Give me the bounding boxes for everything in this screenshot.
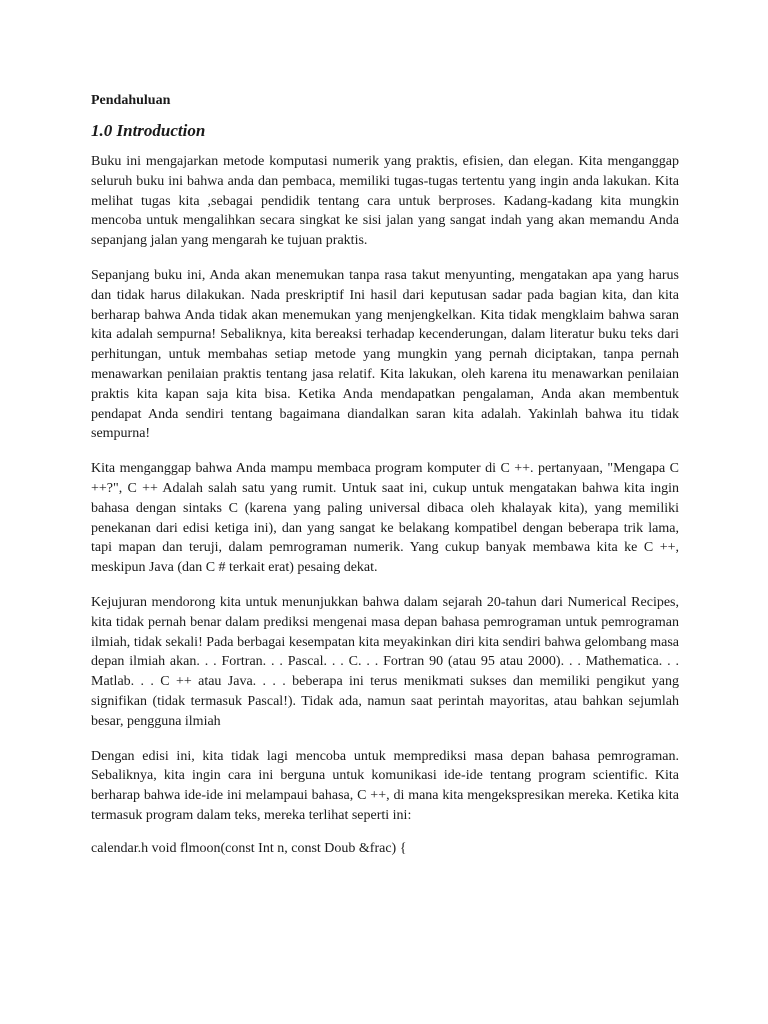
- paragraph: Buku ini mengajarkan metode komputasi numerik yang praktis, efisien, dan elegan. Kita menganggap seluruh buku ini bahwa anda dan pembaca, memiliki tugas-tugas tertentu yang ingin anda lakukan. Kita melihat tugas kita ,sebagai pendidik tentang cara untuk berproses. Kadang-kadang kita mungkin mencoba untuk mengalihkan secara singkat ke sisi jalan yang sangat indah yang akan memandu Anda sepanjang jalan yang mengarah ke tujuan praktis.: [91, 154, 679, 249]
- paragraph: Kejujuran mendorong kita untuk menunjukkan bahwa dalam sejarah 20-tahun dari Numerical Recipes, kita tidak pernah benar dalam prediksi mengenai masa depan bahasa pemrograman untuk pemrograman ilmiah, tidak sekali! Pada berbagai kesempatan kita meyakinkan diri kita sendiri bahwa gelombang masa depan ilmiah akan. . . Fortran. . . Pascal. . . C. . . Fortran 90 (atau 95 atau 2000). . . Mathematica. . . Matlab. . . C ++ atau Java. . . . beberapa ini terus menikmati sukses dan memiliki pengikut yang signifikan (tidak termasuk Pascal!). Tidak ada, namun saat perintah mayoritas, atau bahkan sejumlah besar, pengguna ilmiah: [91, 594, 679, 729]
- paragraph: Dengan edisi ini, kita tidak lagi mencoba untuk memprediksi masa depan bahasa pemrograman. Sebaliknya, kita ingin cara ini berguna untuk komunikasi ide-ide tentang program scientific. Kita berharap bahwa ide-ide ini melampaui bahasa, C ++, di mana kita mengekspresikan mereka. Ketika kita termasuk program dalam teks, mereka terlihat seperti ini:: [91, 748, 679, 823]
- paragraph: Sepanjang buku ini, Anda akan menemukan tanpa rasa takut menyunting, mengatakan apa yang harus dan tidak harus dilakukan. Nada preskriptif Ini hasil dari keputusan sadar pada bagian kita, dan kita berharap bahwa Anda tidak akan menemukan yang menjengkelkan. Kita tidak mengklaim bahwa saran kita adalah sempurna! Sebaliknya, kita bereaksi terhadap kecenderungan, dalam literatur buku teks dari perhitungan, untuk membahas setiap metode yang mungkin yang pernah diciptakan, tanpa pernah menawarkan penilaian praktis tentang jasa relatif. Kita lakukan, oleh karena itu menawarkan penilaian praktis kita kapan saja kita bisa. Ketika Anda mendapatkan pengalaman, Anda akan membentuk pendapat Anda sendiri tentang bagaimana diandalkan saran kita adalah. Yakinlah bahwa itu tidak sempurna!: [91, 267, 679, 442]
- section-label: Pendahuluan: [91, 93, 171, 108]
- code-line: calendar.h void flmoon(const Int n, const Doub &frac) {: [91, 840, 407, 856]
- document-page: [91, 92, 679, 859]
- page-title: 1.0 Introduction: [91, 121, 206, 140]
- paragraph: Kita menganggap bahwa Anda mampu membaca program komputer di C ++. pertanyaan, "Mengapa C ++?", C ++ Adalah salah satu yang rumit. Untuk saat ini, cukup untuk mengatakan bahwa kita ingin bahasa dengan sintaks C (karena yang paling universal dibaca oleh khalayak kita), yang memiliki penekanan dari edisi ketiga ini), dan yang sangat ke belakang kompatibel dengan beberapa trik lama, tapi mapan dan teruji, dalam pemrograman numerik. Yang cukup banyak membawa kita ke C ++, meskipun Java (dan C # terkait erat) pesaing dekat.: [91, 461, 679, 576]
